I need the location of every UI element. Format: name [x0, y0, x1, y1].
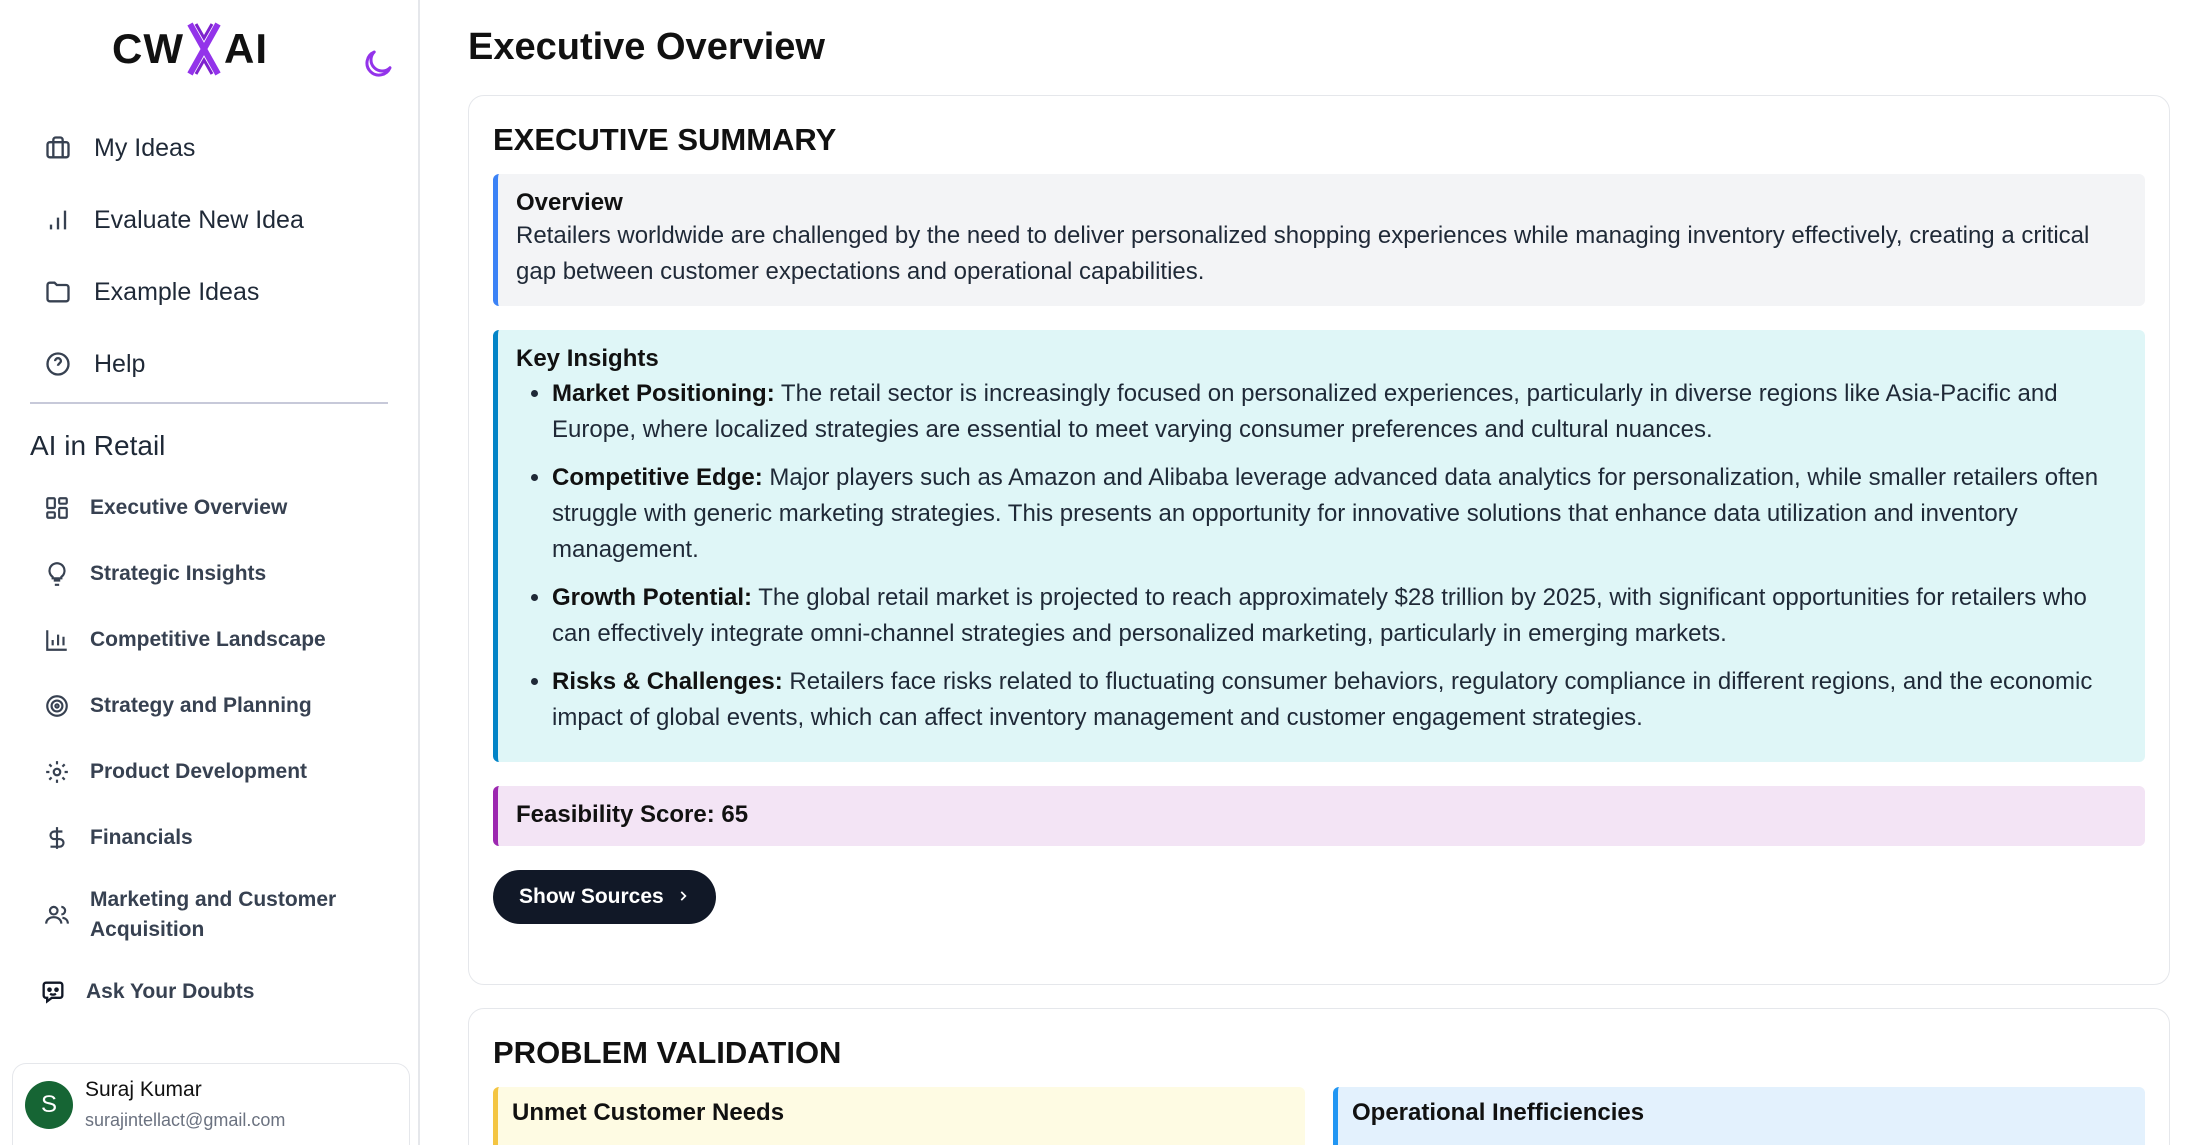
- sidebar-item-ask-your-doubts[interactable]: [26, 959, 400, 1025]
- nav-item-label: Example Ideas: [94, 277, 260, 306]
- insight-text: Retailers face risks related to fluctuating consumer behaviors, regulatory compliance in different regions, and the economic impact of global events, which can affect inventory management and customer engagement strategies.: [552, 668, 2093, 731]
- sidebar-item-strategy-and-planning[interactable]: [30, 673, 400, 739]
- help-circle-icon: [40, 346, 76, 382]
- project-nav: [30, 475, 400, 1025]
- page-title: Executive Overview: [468, 26, 825, 68]
- dollar-icon: [42, 823, 72, 853]
- feasibility-score: Feasibility Score: 65: [516, 801, 749, 828]
- user-profile-card[interactable]: [12, 1063, 410, 1145]
- operational-inefficiencies-title: Operational Inefficiencies: [1352, 1099, 1645, 1126]
- avatar: S: [25, 1081, 73, 1129]
- main-content: [420, 0, 2212, 1145]
- executive-summary-card: [468, 95, 2170, 985]
- sidebar-item-label: Executive Overview: [90, 496, 288, 519]
- logo[interactable]: [112, 16, 268, 82]
- lightbulb-icon: [42, 559, 72, 589]
- project-title: AI in Retail: [30, 430, 166, 461]
- sidebar-item-label: Ask Your Doubts: [86, 980, 255, 1003]
- moon-icon[interactable]: [360, 46, 396, 82]
- list-item: [552, 664, 2127, 736]
- sidebar: [0, 0, 420, 1145]
- unmet-needs-title: Unmet Customer Needs: [512, 1099, 785, 1126]
- sidebar-item-product-development[interactable]: [30, 739, 400, 805]
- section-heading: PROBLEM VALIDATION: [493, 1035, 842, 1070]
- nav-item-label: My Ideas: [94, 133, 196, 162]
- logo-row: [0, 16, 420, 82]
- sidebar-item-marketing-and-customer-acquisition[interactable]: [30, 871, 400, 959]
- show-sources-label: Show Sources: [519, 885, 664, 908]
- key-insights-box: [493, 330, 2145, 762]
- sidebar-item-executive-overview[interactable]: [30, 475, 400, 541]
- sidebar-item-label: Product Development: [90, 760, 308, 783]
- sidebar-item-strategic-insights[interactable]: [30, 541, 400, 607]
- insight-text: The retail sector is increasingly focused on personalized experiences, particularly in diverse regions like Asia-Pacific and Europe, where localized strategies are essential to meet varying consumer preferences and cultural nuances.: [552, 380, 2058, 443]
- overview-box: [493, 174, 2145, 306]
- insight-label: Growth Potential:: [552, 584, 752, 611]
- layout-grid-icon: [42, 493, 72, 523]
- insight-label: Competitive Edge:: [552, 464, 763, 491]
- overview-text: Retailers worldwide are challenged by the need to deliver personalized shopping experiences while managing inventory effectively, creating a critical gap between customer expectations and operational capabilities.: [516, 222, 2090, 285]
- gear-icon: [42, 757, 72, 787]
- key-insights-title: Key Insights: [516, 345, 659, 372]
- chevron-right-icon: [676, 887, 690, 908]
- insight-label: Market Positioning:: [552, 380, 775, 407]
- sidebar-item-label: Marketing and Customer Acquisition: [90, 888, 337, 941]
- bot-icon: [38, 977, 68, 1007]
- operational-inefficiencies-box: [1333, 1087, 2145, 1145]
- sidebar-item-financials[interactable]: [30, 805, 400, 871]
- chart-icon: [42, 625, 72, 655]
- insight-text: Major players such as Amazon and Alibaba leverage advanced data analytics for personalization, while smaller retailers often struggle with generic marketing strategies. This presents an opportunity for innovative solutions that enhance data utilization and inventory management.: [552, 464, 2099, 563]
- user-name: Suraj Kumar: [85, 1078, 202, 1101]
- sidebar-item-label: Strategic Insights: [90, 562, 267, 585]
- insight-label: Risks & Challenges:: [552, 668, 783, 695]
- sidebar-item-label: Financials: [90, 826, 193, 849]
- insights-list: [516, 376, 2127, 736]
- nav-item-example-ideas[interactable]: [30, 256, 390, 328]
- sidebar-item-label: Strategy and Planning: [90, 694, 312, 717]
- users-icon: [42, 900, 72, 930]
- nav-item-my-ideas[interactable]: [30, 112, 390, 184]
- bar-chart-icon: [40, 202, 76, 238]
- show-sources-button[interactable]: [493, 870, 716, 924]
- sidebar-item-competitive-landscape[interactable]: [30, 607, 400, 673]
- insight-text: The global retail market is projected to reach approximately $28 trillion by 2025, with significant opportunities for retailers who can effectively integrate omni-channel strategies and personalized marketing, particularly in emerging markets.: [552, 584, 2087, 647]
- overview-title: Overview: [516, 189, 623, 216]
- list-item: [552, 580, 2127, 652]
- user-email: surajintellact@gmail.com: [85, 1110, 286, 1130]
- target-icon: [42, 691, 72, 721]
- briefcase-icon: [40, 130, 76, 166]
- unmet-needs-box: [493, 1087, 1305, 1145]
- nav-item-help[interactable]: [30, 328, 390, 400]
- sidebar-item-label: Competitive Landscape: [90, 628, 326, 651]
- section-heading: EXECUTIVE SUMMARY: [493, 122, 837, 157]
- feasibility-box: [493, 786, 2145, 846]
- folder-icon: [40, 274, 76, 310]
- logo-text-right: AI: [223, 25, 268, 72]
- nav-item-label: Help: [94, 349, 146, 378]
- list-item: [552, 376, 2127, 448]
- logo-text-left: CW: [112, 25, 184, 72]
- logo-mark-icon: [186, 20, 222, 78]
- problem-validation-card: [468, 1008, 2170, 1145]
- main-nav: [30, 112, 390, 400]
- sidebar-divider: [30, 402, 388, 404]
- nav-item-label: Evaluate New Idea: [94, 205, 304, 234]
- nav-item-evaluate-new-idea[interactable]: [30, 184, 390, 256]
- list-item: [552, 460, 2127, 568]
